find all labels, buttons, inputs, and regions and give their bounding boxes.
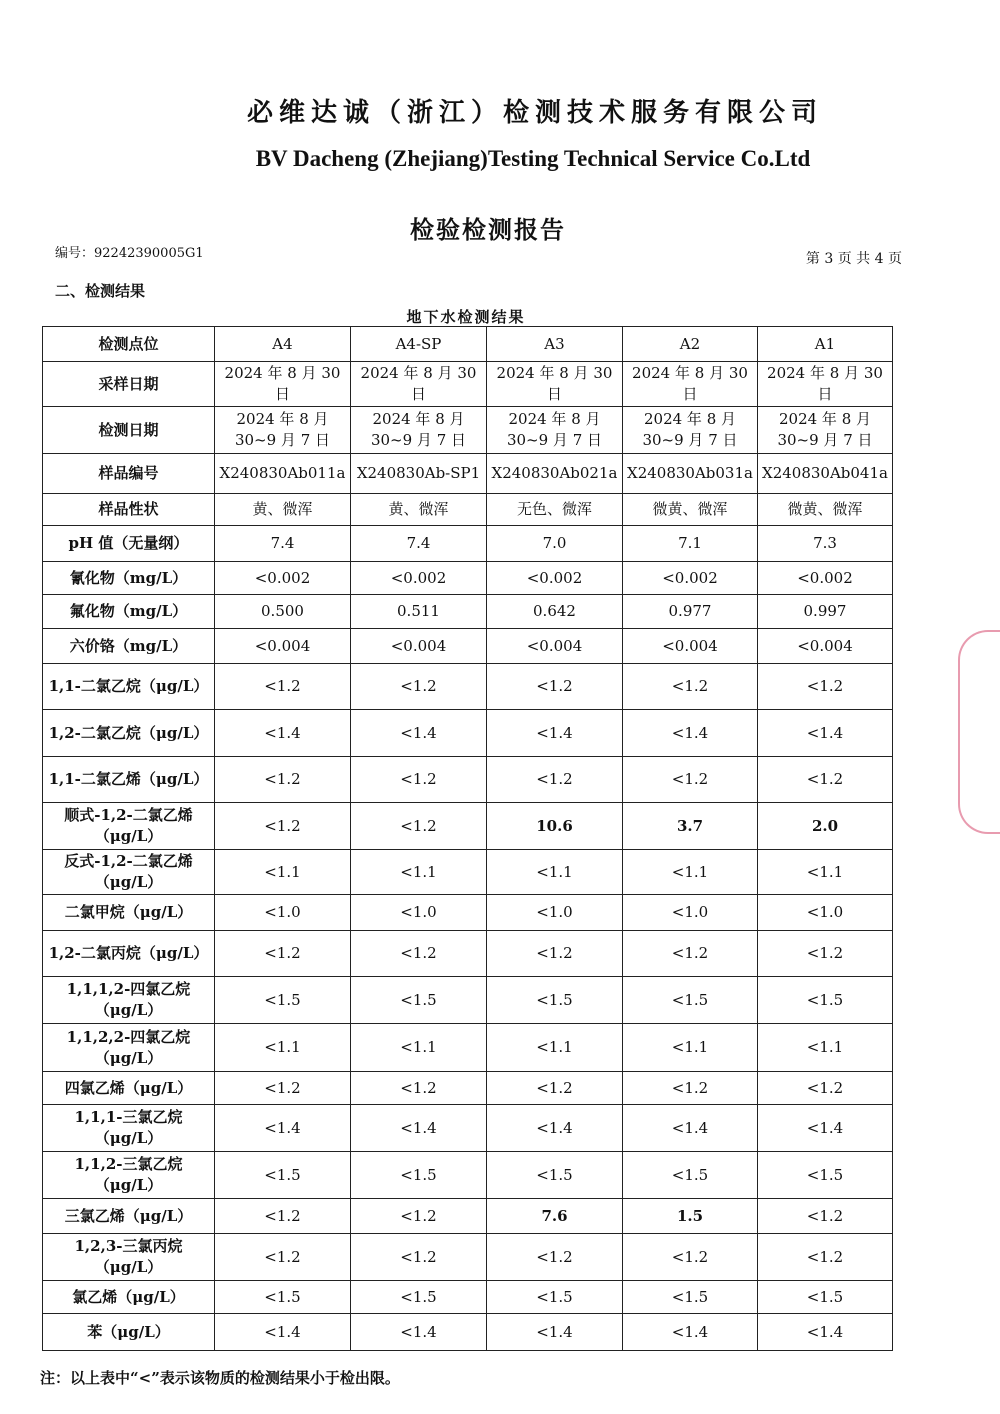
row-label: 样品编号 [43,454,215,494]
table-cell: <1.4 [351,1314,487,1351]
section-heading: 二、检测结果 [55,282,146,300]
table-cell: <1.5 [623,977,758,1024]
row-label: 二氯甲烷（μg/L） [43,895,215,931]
table-cell: <1.5 [758,977,893,1024]
row-label: 1,1-二氯乙烯（μg/L） [43,757,215,803]
table-row [43,850,893,895]
table-row [43,1152,893,1199]
table-cell: X240830Ab-SP1 [351,454,487,494]
table-cell: X240830Ab021a [487,454,623,494]
table-cell: <1.4 [758,1105,893,1152]
table-cell: <1.2 [758,1199,893,1234]
table-cell: <1.5 [487,1281,623,1314]
table-cell: 7.3 [758,526,893,562]
table-cell: 黄、微浑 [351,494,487,526]
table-cell: X240830Ab041a [758,454,893,494]
table-row [43,1281,893,1314]
column-header-site: A2 [623,327,758,362]
row-label: 四氯乙烯（μg/L） [43,1072,215,1105]
table-row [43,362,893,407]
table-cell: <1.2 [215,931,351,977]
table-cell: 0.997 [758,595,893,629]
results-table-body [43,327,893,1351]
page-indicator: 第 3 页 共 4 页 [805,251,902,267]
table-cell: 黄、微浑 [215,494,351,526]
table-cell: <1.2 [215,1072,351,1105]
table-cell: 2024 年 8 月 30 日 [215,362,351,407]
table-row [43,1072,893,1105]
table-row [43,1199,893,1234]
table-cell: <1.5 [215,977,351,1024]
table-cell: <1.2 [487,1072,623,1105]
table-cell: <1.2 [623,1234,758,1281]
table-cell: 10.6 [487,803,623,850]
table-cell: <1.5 [487,977,623,1024]
company-name-cn: 必维达诚（浙江）检测技术服务有限公司 [246,98,823,128]
column-header-site: A1 [758,327,893,362]
table-cell: <1.4 [623,1314,758,1351]
table-cell: <1.2 [758,1234,893,1281]
report-number: 编号：92242390005G1 [55,246,204,261]
table-cell: <1.4 [758,1314,893,1351]
table-cell: <1.4 [623,710,758,757]
table-cell: <1.5 [351,1281,487,1314]
table-cell: 7.0 [487,526,623,562]
table-cell: <0.004 [487,629,623,664]
table-cell: <0.002 [487,562,623,595]
table-cell: <1.0 [758,895,893,931]
column-header-site: A3 [487,327,623,362]
table-cell: <1.2 [351,1199,487,1234]
table-cell: <1.2 [758,1072,893,1105]
table-cell: <1.0 [351,895,487,931]
table-cell: <1.4 [215,1105,351,1152]
table-cell: <1.2 [351,664,487,710]
table-row [43,407,893,454]
table-cell: <0.004 [623,629,758,664]
results-table [42,326,893,1351]
table-cell: <1.2 [487,664,623,710]
table-cell: 7.6 [487,1199,623,1234]
table-row [43,454,893,494]
table-cell: <1.2 [351,931,487,977]
report-title: 检验检测报告 [410,215,566,244]
table-cell: <1.2 [351,757,487,803]
table-row [43,1024,893,1072]
table-cell: <1.4 [215,1314,351,1351]
table-cell: <1.1 [758,850,893,895]
table-cell: <1.5 [623,1281,758,1314]
table-row [43,931,893,977]
table-header-row [43,327,893,362]
table-cell: <1.2 [487,757,623,803]
table-cell: <1.2 [623,931,758,977]
table-row [43,664,893,710]
table-cell: <1.1 [215,850,351,895]
table-cell: <1.2 [487,931,623,977]
table-cell: <1.2 [623,1072,758,1105]
table-cell: <1.2 [215,803,351,850]
table-cell: <1.4 [758,710,893,757]
table-cell: <1.2 [758,757,893,803]
table-cell: X240830Ab011a [215,454,351,494]
row-label: 氰化物（mg/L） [43,562,215,595]
table-cell: <1.2 [215,1234,351,1281]
table-cell: <1.1 [215,1024,351,1072]
table-cell: <1.4 [487,1314,623,1351]
company-name-en: BV Dacheng (Zhejiang)Testing Technical Service Co.Ltd [255,146,811,171]
table-cell: <1.2 [351,803,487,850]
table-cell: <1.5 [215,1281,351,1314]
table-cell: 7.4 [215,526,351,562]
table-cell: <1.2 [215,1199,351,1234]
table-cell: 0.642 [487,595,623,629]
row-label: 反式-1,2-二氯乙烯（μg/L） [43,850,215,895]
row-label: 1,1,1-三氯乙烷（μg/L） [43,1105,215,1152]
row-label: 氯乙烯（μg/L） [43,1281,215,1314]
table-cell: 2024 年 8 月 30 日 [623,362,758,407]
stamp-mark [958,630,1000,834]
table-cell: 0.511 [351,595,487,629]
table-cell: <1.5 [215,1152,351,1199]
table-row [43,629,893,664]
row-label: 检测日期 [43,407,215,454]
column-header-site: A4 [215,327,351,362]
table-cell: <1.1 [758,1024,893,1072]
table-cell: 2024 年 8 月 30 日 [758,362,893,407]
table-row [43,494,893,526]
row-label: 三氯乙烯（μg/L） [43,1199,215,1234]
row-label: 苯（μg/L） [43,1314,215,1351]
table-cell: 7.1 [623,526,758,562]
table-cell: 2.0 [758,803,893,850]
row-label: 1,1,2-三氯乙烷（μg/L） [43,1152,215,1199]
table-cell: <1.1 [623,1024,758,1072]
table-cell: <0.002 [623,562,758,595]
row-label: pH 值（无量纲） [43,526,215,562]
table-cell: 2024 年 8 月 30 日 [351,362,487,407]
table-cell: <1.0 [623,895,758,931]
table-cell: <1.2 [758,931,893,977]
row-label: 1,2,3-三氯丙烷（μg/L） [43,1234,215,1281]
table-cell: 2024 年 8 月 30~9 月 7 日 [351,407,487,454]
table-cell: <1.2 [487,1234,623,1281]
footnote: 注：以上表中“<”表示该物质的检测结果小于检出限。 [40,1369,400,1387]
table-row [43,526,893,562]
table-cell: <1.5 [623,1152,758,1199]
table-cell: X240830Ab031a [623,454,758,494]
table-cell: <1.5 [351,977,487,1024]
table-cell: 7.4 [351,526,487,562]
table-cell: <1.5 [351,1152,487,1199]
table-cell: <1.0 [487,895,623,931]
table-cell: <1.2 [215,757,351,803]
table-cell: <0.004 [758,629,893,664]
table-cell: <0.004 [215,629,351,664]
table-cell: 微黄、微浑 [758,494,893,526]
table-cell: <1.5 [758,1281,893,1314]
table-cell: <1.2 [623,757,758,803]
table-cell: <1.5 [487,1152,623,1199]
table-cell: <1.4 [487,710,623,757]
table-row [43,803,893,850]
table-cell: <1.1 [351,1024,487,1072]
table-cell: 1.5 [623,1199,758,1234]
table-cell: 2024 年 8 月 30~9 月 7 日 [487,407,623,454]
column-header-site: A4-SP [351,327,487,362]
row-label: 1,1,2,2-四氯乙烷（μg/L） [43,1024,215,1072]
table-cell: <0.002 [215,562,351,595]
row-label: 样品性状 [43,494,215,526]
table-cell: 2024 年 8 月 30~9 月 7 日 [215,407,351,454]
table-row [43,595,893,629]
table-cell: <1.5 [758,1152,893,1199]
table-cell: <1.2 [758,664,893,710]
table-cell: <1.2 [351,1234,487,1281]
table-cell: <1.1 [623,850,758,895]
table-cell: 微黄、微浑 [623,494,758,526]
table-cell: 0.977 [623,595,758,629]
row-label: 氟化物（mg/L） [43,595,215,629]
row-label: 1,2-二氯丙烷（μg/L） [43,931,215,977]
table-row [43,977,893,1024]
table-cell: <0.002 [351,562,487,595]
table-cell: 2024 年 8 月 30 日 [487,362,623,407]
table-cell: 0.500 [215,595,351,629]
table-cell: 无色、微浑 [487,494,623,526]
table-row [43,710,893,757]
table-cell: 3.7 [623,803,758,850]
table-cell: <0.002 [758,562,893,595]
row-label: 1,1-二氯乙烷（μg/L） [43,664,215,710]
table-caption: 地下水检测结果 [406,308,526,326]
row-label: 顺式-1,2-二氯乙烯（μg/L） [43,803,215,850]
table-row [43,895,893,931]
table-row [43,562,893,595]
table-cell: <1.1 [487,1024,623,1072]
table-cell: <0.004 [351,629,487,664]
column-header-location: 检测点位 [43,327,215,362]
table-cell: <1.4 [351,1105,487,1152]
table-row [43,1314,893,1351]
table-row [43,1105,893,1152]
table-row [43,1234,893,1281]
table-cell: <1.1 [487,850,623,895]
row-label: 六价铬（mg/L） [43,629,215,664]
row-label: 1,2-二氯乙烷（μg/L） [43,710,215,757]
table-cell: <1.0 [215,895,351,931]
table-cell: <1.2 [351,1072,487,1105]
table-cell: <1.4 [487,1105,623,1152]
table-cell: <1.2 [215,664,351,710]
table-cell: 2024 年 8 月 30~9 月 7 日 [623,407,758,454]
table-cell: <1.4 [351,710,487,757]
table-cell: <1.1 [351,850,487,895]
table-cell: <1.4 [623,1105,758,1152]
table-row [43,757,893,803]
row-label: 1,1,1,2-四氯乙烷（μg/L） [43,977,215,1024]
table-cell: <1.2 [623,664,758,710]
row-label: 采样日期 [43,362,215,407]
table-cell: 2024 年 8 月 30~9 月 7 日 [758,407,893,454]
table-cell: <1.4 [215,710,351,757]
